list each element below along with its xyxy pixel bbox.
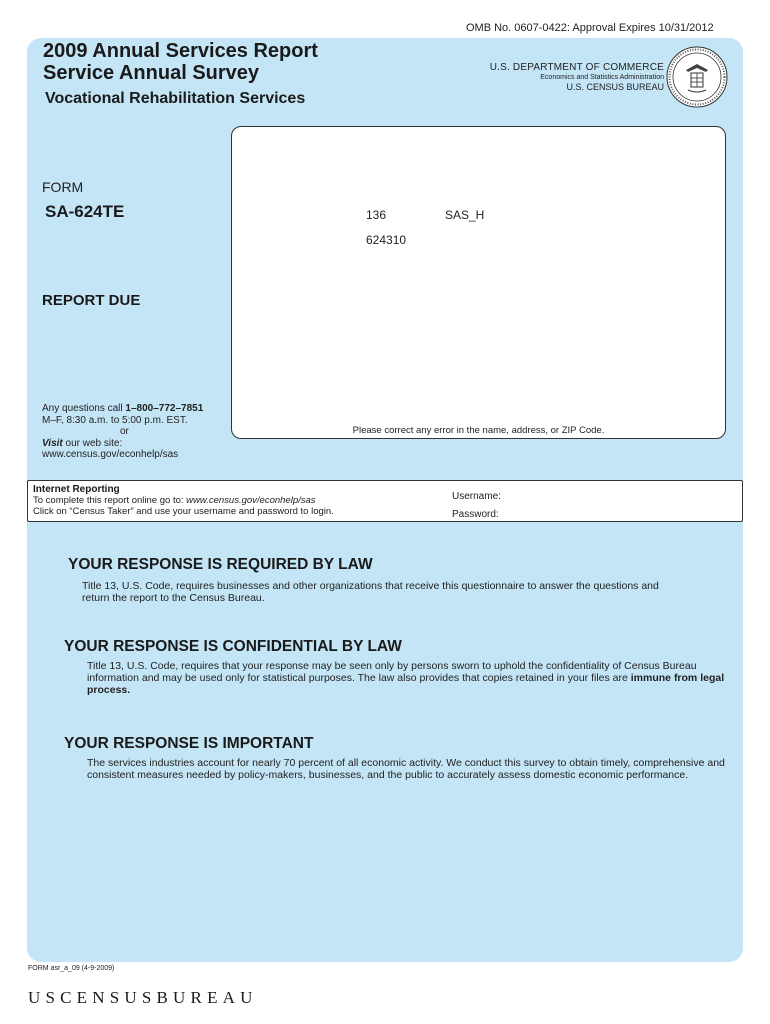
password-label: Password: <box>452 509 499 520</box>
address-correction-note: Please correct any error in the name, address, or ZIP Code. <box>352 425 605 436</box>
website-label: our web site: <box>62 437 123 449</box>
confidential-text-body: Title 13, U.S. Code, requires that your response may be seen only by persons sworn to uphold the confidentiality of Census Bureau information and may be used only for statistical purposes. The law also provides that copies retained in your files are <box>87 660 697 684</box>
online-instructions <box>33 495 316 506</box>
naics-code: 624310 <box>366 233 407 247</box>
form-code: FORM asr_a_09 (4-9-2009) <box>28 965 115 972</box>
confidential-text <box>87 660 727 696</box>
call-text: Any questions call <box>42 403 126 414</box>
census-bureau-logo: USCENSUSBUREAU <box>28 988 258 1007</box>
or-text: or <box>120 426 129 438</box>
phone-number: 1–800–772–7851 <box>125 403 204 414</box>
bureau-name: U.S. CENSUS BUREAU <box>566 82 664 92</box>
form-number: SA-624TE <box>45 202 125 221</box>
administration-name: Economics and Statistics Administration <box>540 74 664 81</box>
commerce-department-seal-icon <box>666 46 728 108</box>
industry-subtitle: Vocational Rehabilitation Services <box>45 90 306 107</box>
online-report-link[interactable]: www.census.gov/econhelp/sas <box>186 495 316 506</box>
help-website-link[interactable]: www.census.gov/econhelp/sas <box>42 449 179 461</box>
survey-code: SAS_H <box>445 208 485 222</box>
office-hours: M–F, 8:30 a.m. to 5:00 p.m. EST. <box>42 414 188 426</box>
immune-text: immune from legal process. <box>87 672 725 696</box>
mailing-address-box <box>231 126 726 439</box>
required-by-law-heading: YOUR RESPONSE IS REQUIRED BY LAW <box>68 556 373 573</box>
internet-reporting-box <box>27 480 743 522</box>
required-by-law-text: Title 13, U.S. Code, requires businesses and other organizations that receive this questionnaire to answer the questions and return the report to the Census Bureau. <box>82 580 659 604</box>
contact-info <box>42 403 227 461</box>
survey-title: Service Annual Survey <box>43 62 260 84</box>
username-label: Username: <box>452 491 501 502</box>
address-code: 136 <box>366 208 387 222</box>
login-instructions: Click on “Census Taker” and use your username and password to login. <box>33 506 334 517</box>
confidential-heading: YOUR RESPONSE IS CONFIDENTIAL BY LAW <box>64 638 402 655</box>
report-due-label: REPORT DUE <box>42 292 141 309</box>
form-label: FORM <box>42 179 84 195</box>
department-name: U.S. DEPARTMENT OF COMMERCE <box>489 62 664 73</box>
important-heading: YOUR RESPONSE IS IMPORTANT <box>64 735 314 752</box>
internet-reporting-title: Internet Reporting <box>33 484 120 495</box>
report-title: 2009 Annual Services Report <box>43 40 318 62</box>
visit-text: Visit <box>42 437 63 449</box>
omb-number: OMB No. 0607-0422: Approval Expires 10/31/2012 <box>466 22 714 34</box>
online-instructions-text: To complete this report online go to: <box>33 495 187 506</box>
important-text: The services industries account for nearly 70 percent of all economic activity. We conduct this survey to obtain timely, comprehensive and consistent measures needed by policy-makers, businesses, and the public to accurately assess domestic economic performance. <box>87 757 725 781</box>
department-block <box>490 62 664 92</box>
